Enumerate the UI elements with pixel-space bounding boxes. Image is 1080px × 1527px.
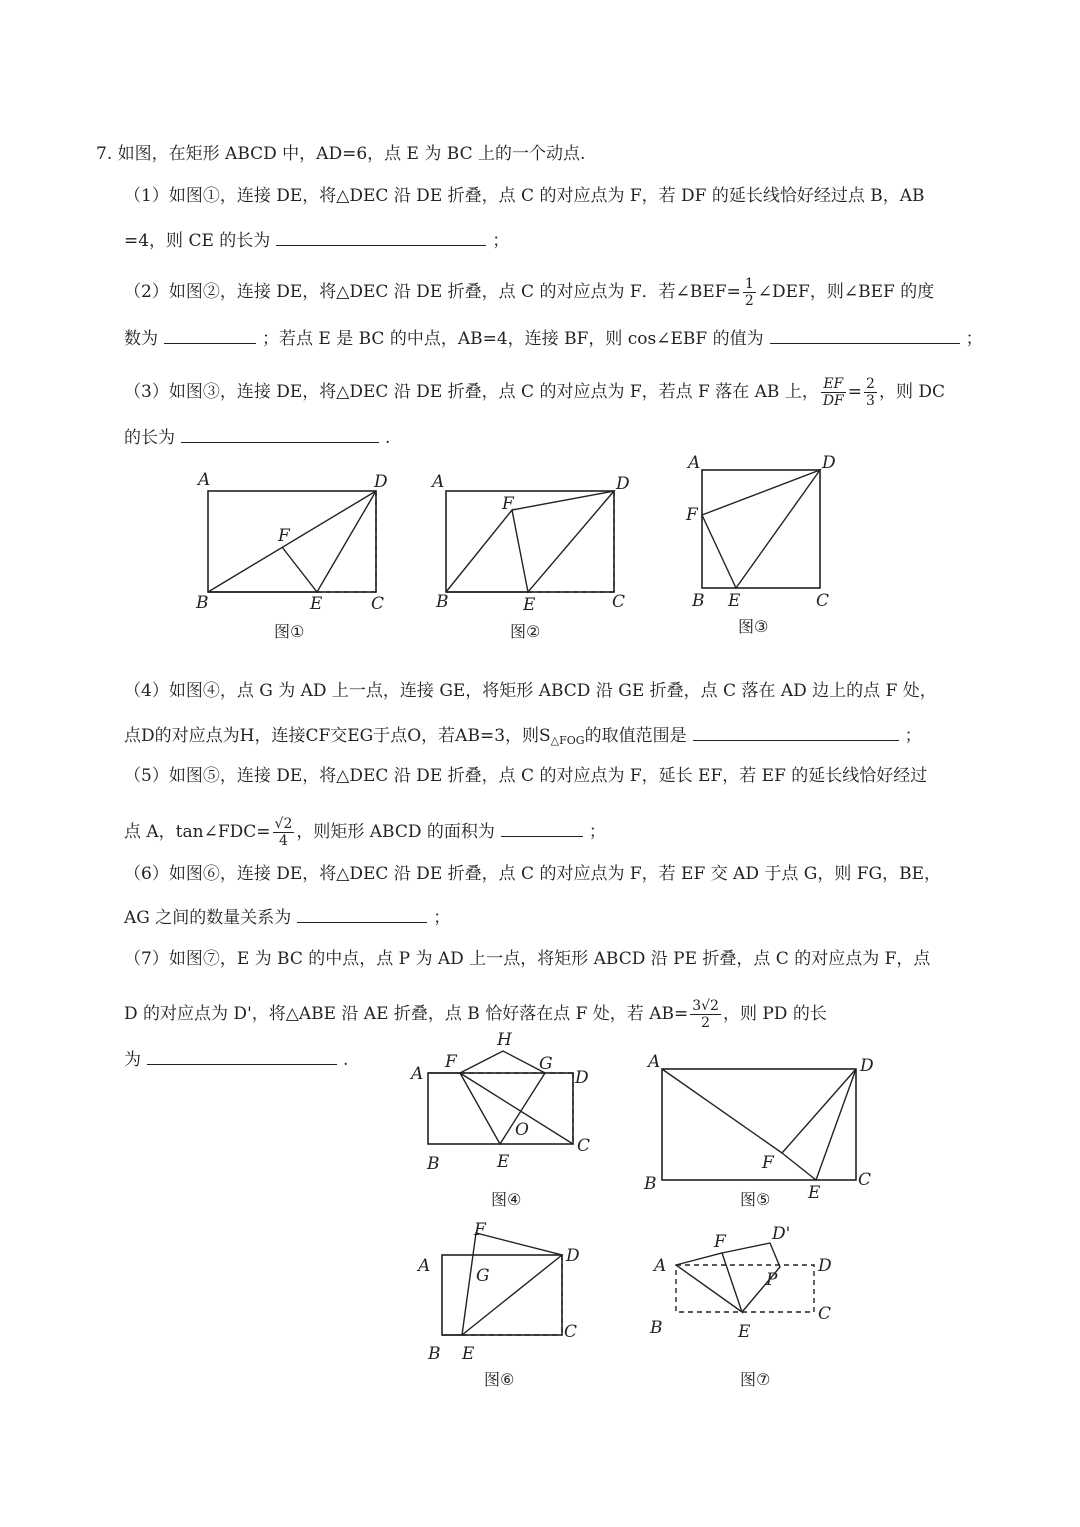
answer-blank-2a[interactable] — [164, 325, 256, 344]
label-E: E — [808, 1183, 821, 1203]
part6-text-b: AG 之间的数量关系为 — [124, 908, 292, 928]
part2-text-a1: （2）如图②，连接 DE，将△DEC 沿 DE 折叠，点 C 的对应点为 F．若∠BEF= — [124, 282, 741, 302]
part6-line-a — [124, 862, 941, 886]
part3-line-b — [124, 424, 390, 450]
figure-caption-1: 图① — [274, 622, 305, 641]
part3-text-b: 的长为 — [124, 428, 175, 448]
frac-num: EF — [821, 376, 846, 393]
frac-num: 1 — [744, 276, 754, 292]
part5-text-b1: 点 A，tan∠FDC= — [124, 822, 271, 842]
part3-line-a — [124, 376, 945, 409]
label-B: B — [650, 1318, 663, 1338]
figure-1 — [190, 465, 400, 645]
label-D: D — [860, 1056, 874, 1076]
part7-line-c — [124, 1046, 348, 1072]
figure-2 — [428, 465, 638, 645]
part1-line-b — [124, 227, 509, 253]
part2-line-b — [124, 325, 983, 351]
figure-caption-3: 图③ — [738, 617, 769, 636]
problem-number: 7. — [96, 144, 113, 164]
figure-5 — [638, 1045, 888, 1215]
label-C: C — [818, 1304, 832, 1324]
part3-text-a1: （3）如图③，连接 DE，将△DEC 沿 DE 折叠，点 C 的对应点为 F，若点 F 落在 AB 上， — [124, 382, 819, 402]
label-H: H — [497, 1030, 512, 1050]
label-E: E — [462, 1344, 475, 1364]
label-F: F — [278, 526, 290, 546]
fraction-half — [743, 276, 756, 309]
figure-3 — [680, 450, 850, 645]
part6-line-b — [124, 904, 450, 930]
label-C: C — [816, 591, 830, 611]
part3-text-a2: ，则 DC — [878, 382, 945, 402]
label-A: A — [418, 1256, 431, 1276]
label-C: C — [371, 594, 385, 614]
label-G: G — [539, 1054, 553, 1074]
answer-blank-5[interactable] — [501, 818, 583, 837]
label-D-prime: D' — [772, 1224, 791, 1244]
part6-text-a: （6）如图⑥，连接 DE，将△DEC 沿 DE 折叠，点 C 的对应点为 F，若 EF 交 AD 于点 G，则 FG，BE， — [124, 864, 942, 884]
label-A: A — [648, 1052, 661, 1072]
label-D: D — [566, 1246, 580, 1266]
part4-text-a: （4）如图④，点 G 为 AD 上一点，连接 GE，将矩形 ABCD 沿 GE 折叠，点 C 落在 AD 边上的点 F 处， — [124, 681, 937, 701]
label-C: C — [612, 592, 626, 612]
label-F: F — [686, 505, 698, 525]
label-B: B — [427, 1154, 440, 1174]
label-A: A — [432, 472, 445, 492]
part7-text-b2: ，则 PD 的长 — [722, 1004, 827, 1024]
label-A: A — [411, 1064, 424, 1084]
answer-blank-7[interactable] — [147, 1046, 337, 1065]
part7-end: . — [343, 1050, 349, 1070]
label-F: F — [714, 1232, 726, 1252]
part7-text-b1: D 的对应点为 D'，将△ABE 沿 AE 折叠，点 B 恰好落在点 F 处，若 AB= — [124, 1004, 689, 1024]
label-B: B — [644, 1174, 657, 1194]
problem-intro-line — [96, 142, 585, 166]
equals-sign: = — [847, 382, 863, 402]
label-D: D — [575, 1068, 589, 1088]
part1-text-b: =4，则 CE 的长为 — [124, 231, 271, 251]
label-F: F — [474, 1220, 486, 1240]
figure-caption-2: 图② — [510, 622, 541, 641]
label-B: B — [692, 591, 705, 611]
part4-line-b — [124, 722, 922, 753]
part2-end: ； — [965, 329, 983, 349]
label-A: A — [198, 470, 211, 490]
label-P: P — [766, 1270, 778, 1290]
frac-den: DF — [822, 393, 844, 409]
label-B: B — [428, 1344, 441, 1364]
frac-den: 2 — [744, 293, 754, 309]
frac-den: 4 — [278, 833, 288, 849]
part5-end: ； — [588, 822, 606, 842]
label-E: E — [310, 594, 323, 614]
part7-text-a: （7）如图⑦，E 为 BC 的中点，点 P 为 AD 上一点，将矩形 ABCD 沿 PE 折叠，点 C 的对应点为 F，点 — [124, 949, 931, 969]
label-D: D — [616, 474, 630, 494]
answer-blank-4[interactable] — [693, 722, 899, 741]
fraction-two-thirds — [864, 376, 877, 409]
part2-text-a2: ∠DEF，则∠BEF 的度 — [757, 282, 935, 302]
part4-end: ； — [904, 726, 922, 746]
frac-num: 2 — [866, 376, 875, 392]
label-G: G — [476, 1266, 490, 1286]
part1-end: ； — [492, 231, 510, 251]
part2-text-b2: ；若点 E 是 BC 的中点，AB=4，连接 BF，则 cos∠EBF 的值为 — [262, 329, 764, 349]
frac-den: 2 — [701, 1015, 711, 1031]
figure-4 — [405, 1025, 610, 1215]
label-C: C — [577, 1136, 591, 1156]
subscript-fog: △FOG — [550, 734, 585, 747]
figure-caption-4: 图④ — [491, 1190, 522, 1209]
part7-text-c: 为 — [124, 1050, 141, 1070]
frac-num: √2 — [274, 816, 293, 832]
problem-intro: 如图，在矩形 ABCD 中，AD=6，点 E 为 BC 上的一个动点. — [117, 144, 586, 164]
part5-line-b — [124, 816, 606, 849]
figure-caption-6: 图⑥ — [484, 1370, 515, 1389]
label-F: F — [502, 494, 514, 514]
label-A: A — [654, 1256, 667, 1276]
label-D: D — [822, 453, 836, 473]
figure-caption-7: 图⑦ — [740, 1370, 771, 1389]
part2-line-a — [124, 276, 934, 309]
part5-text-b2: ，则矩形 ABCD 的面积为 — [296, 822, 495, 842]
frac-den: 3 — [866, 393, 875, 409]
part3-end: . — [385, 428, 391, 448]
part5-text-a: （5）如图⑤，连接 DE，将△DEC 沿 DE 折叠，点 C 的对应点为 F，延长 EF，若 EF 的延长线恰好经过 — [124, 766, 928, 786]
fraction-3root2-2 — [690, 998, 721, 1031]
label-E: E — [728, 591, 741, 611]
figure-caption-5: 图⑤ — [740, 1190, 771, 1209]
frac-num: 3√2 — [692, 998, 719, 1014]
label-A: A — [688, 453, 701, 473]
part7-line-a — [124, 947, 930, 971]
part1-line-a — [124, 184, 925, 208]
fraction-root2-4 — [273, 816, 295, 849]
part4-text-b1: 点D的对应点为H，连接CF交EG于点O，若AB=3，则S — [124, 726, 551, 746]
fraction-ef-df — [821, 376, 846, 409]
label-D: D — [818, 1256, 832, 1276]
label-C: C — [564, 1322, 578, 1342]
label-E: E — [738, 1322, 751, 1342]
answer-blank-3[interactable] — [181, 424, 379, 443]
label-C: C — [858, 1170, 872, 1190]
label-B: B — [196, 593, 209, 613]
label-E: E — [497, 1152, 510, 1172]
label-E: E — [523, 595, 536, 615]
part2-text-b1: 数为 — [124, 329, 158, 349]
part6-end: ； — [433, 908, 451, 928]
part1-text-a: （1）如图①，连接 DE，将△DEC 沿 DE 折叠，点 C 的对应点为 F，若 DF 的延长线恰好经过点 B，AB — [124, 186, 925, 206]
label-F: F — [762, 1153, 774, 1173]
figure-7 — [640, 1215, 840, 1395]
answer-blank-6[interactable] — [297, 904, 427, 923]
answer-blank-1[interactable] — [276, 227, 486, 246]
part4-line-a — [124, 679, 937, 703]
label-B: B — [436, 592, 449, 612]
label-O: O — [515, 1120, 529, 1140]
label-D: D — [374, 472, 388, 492]
figure-6 — [410, 1215, 610, 1395]
label-F: F — [445, 1052, 457, 1072]
answer-blank-2b[interactable] — [770, 325, 960, 344]
part4-text-b2: 的取值范围是 — [584, 726, 687, 746]
part5-line-a — [124, 764, 927, 788]
